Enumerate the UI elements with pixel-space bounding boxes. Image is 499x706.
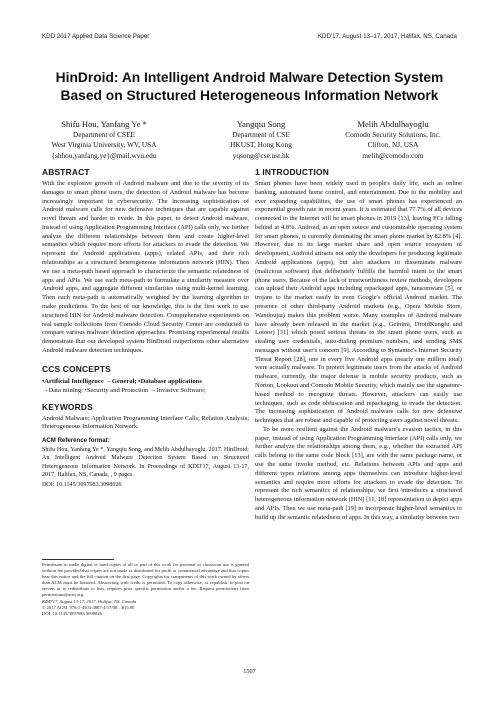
introduction-paragraph-1: Smart phones have been widely used in people's daily life, such as online banking, automated home control, and entertainment. Due to the mobility and ever expanding capabilities, the use of smart phones has experienced an exponential growth rate in recent years. It is estimated that 77.7% of all devices connected to the Internet will be smart phones in 2019 [13], leaving PCs falling behind at 4.8%. Android, as an open source and customizable operating system for smart phones, is currently dominating the smart phone market by 82.8% [4]. However, due to its large market share and open source ecosystem of development, Android attracts not only the developers for producing legitimate Android applications (apps), but also attackers to disseminate malware (malicious software) that deliberately fulfills the harmful intent to the smart phone users. Because of the lack of trustworthiness review methods, developers can upload their Android apps including repackaged apps, ransomware [5], or trojans to the market easily in even Google's official Android market. The presence of other third-party Android markets (e.g., Opera Mobile Store, Wandoujia) makes this problem worse. Many examples of Android malware have already been released in the market (e.g., Geinimi, DroidKungfu and Lotoor) [31] which posed serious threats to the smart phone users, such as stealing user credentials, auto-dialing premium numbers, and sending SMS messages without user's concern [9]. According to Symantec's Internet Security Threat Report [28], one in every five Android apps (nearly one million total) were actually malware. To protect legitimate users from the attacks of Android malware, currently, the major defense is mobile security products, such as Norton, Lookout and Comodo Mobile Security, which mainly use the signature-based method to recognize threats. However, attackers can easily use techniques, such as code obfuscation and repackaging, to evade the detection. The increasing sophistication of Android malware calls for new defensive techniques that are robust and capable of protecting users against novel threats. bbox=[255, 180, 462, 425]
author-affiliation: HKUST, Hong Kong bbox=[230, 140, 292, 150]
abstract-heading: ABSTRACT bbox=[42, 167, 90, 177]
acm-reference-doi: DOI: 10.1145/3097983.3098026 bbox=[42, 482, 122, 488]
permission-doi: DOI: 10.1145/3097983.3098026 bbox=[42, 610, 102, 616]
keywords-heading: KEYWORDS bbox=[42, 401, 93, 412]
ccs-line-2: →Data mining; •Security and Protection →Invasive Software; bbox=[42, 386, 206, 394]
permission-venue: KDD'17, August 13-17, 2017, Halifax, NS, Canada bbox=[42, 598, 137, 604]
author-affiliation: Department of CSE bbox=[232, 130, 290, 139]
permission-text: Permission to make digital or hard copies of all or part of this work for personal or classroom use is granted without fee provided that copies are not made or distributed for profit or commercial advantage and that copies bear this notice and the full citation on the first page. Copyrights for components of this work owned by others than ACM must be honored. Abstracting with credit is permitted. To copy otherwise, or republish, to post on servers or to redistribute to lists, requires prior specific permission and/or a fee. Request permissions from permissions@acm.org. bbox=[42, 562, 249, 598]
author-affiliation: Department of CSEE bbox=[72, 130, 135, 139]
author-email: {shhou,yanfang.ye}@mail.wvu.edu bbox=[51, 150, 157, 160]
introduction-heading: 1 INTRODUCTION bbox=[255, 167, 329, 177]
right-column bbox=[255, 167, 462, 522]
running-header-right: KDD'17, August 13–17, 2017, Halifax, NS, Canada bbox=[317, 33, 457, 40]
running-header-left: KDD 2017 Applied Data Science Paper bbox=[42, 33, 150, 40]
permission-notice bbox=[42, 562, 249, 617]
ccs-line-1: •Artificial Intelligence →General; •Database applications bbox=[42, 377, 202, 385]
permission-copyright: © 2017 ACM. 978-1-4503-4887-4/17/08…$15.00 bbox=[42, 604, 135, 610]
author-email: melih@comodo.com bbox=[362, 150, 424, 160]
author-block-3 bbox=[308, 118, 478, 161]
paper-title-line-2: Based on Structured Heterogeneous Information Network bbox=[60, 88, 439, 103]
author-name: Shifu Hou, Yanfang Ye * bbox=[61, 119, 147, 129]
keywords-text: Android Malware; Application Programming Interface Calls; Relation Analysis; Heterogeneous Information Network. bbox=[42, 414, 249, 431]
left-column bbox=[42, 167, 249, 489]
author-block-1 bbox=[19, 118, 189, 161]
introduction-paragraph-2: To be more resilient against the Android malware's evasion tactics, in this paper, instead of using Application Programming Interface (API) calls only, we further analyze the relationships among them, e.g., whether the extracted API calls belong to the same code block [13], are with the same package name, or use the same invoke method, etc. Relations between APIs and apps and different types relations among apps themselves can introduce higher-level semantics and require more efforts for attackers to evade the detection. To represent the rich semantics of relationships, we first introduces a structured heterogeneous information network (HIN) [11, 18] representation to depict apps and APIs. Then we use meta-path [19] to incorporate higher-level semantics to build up the semantic relatedness of apps. In this way, a similarity between two bbox=[255, 425, 462, 521]
paper-title-line-1: HinDroid: An Intelligent Android Malware Detection System bbox=[55, 70, 444, 85]
ccs-heading: CCS CONCEPTS bbox=[42, 363, 111, 374]
acm-reference-heading: ACM Reference format: bbox=[42, 437, 110, 445]
author-affiliation: Comodo Security Solutions, Inc. bbox=[345, 130, 441, 139]
author-name: Yangqiu Song bbox=[236, 119, 286, 129]
author-name: Melih Abdulhayoglu bbox=[357, 119, 429, 129]
author-affiliation: Clifton, NJ, USA bbox=[367, 140, 419, 150]
author-affiliation: West Virginia University, WV, USA bbox=[51, 140, 157, 150]
acm-reference-text: Shifu Hou, Yanfang Ye *, Yangqiu Song, and Melih Abdulhayoglu. 2017. HinDroid: An Intelligent Android Malware Detection System Based on Structured Heterogeneous Information Network. In Proceedings of KDD'17, August 13-17, 2017, Halifax, NS, Canada, , 9 pages. bbox=[42, 447, 249, 478]
author-email: yqsong@cse.ust.hk bbox=[232, 150, 290, 160]
footnote-rule bbox=[42, 559, 114, 560]
page-number: 1507 bbox=[243, 668, 256, 675]
ccs-concepts bbox=[42, 377, 249, 395]
abstract-text: With the explosive growth of Android malware and due to the severity of its damages to smart phone users, the detection of Android malware has become increasingly important in cybersecurity. The increasing sophistication of Android malware calls for new defensive techniques that are capable against novel threats and harder to evade. In this paper, to detect Android malware, instead of using Application Programming Interface (API) calls only, we further analyze the different relationships between them and create higher-level semantics which require more efforts for attackers to evade the detection. We represent the Android applications (apps), related APIs, and their rich relationships as a structured heterogeneous information network (HIN). Then we use a meta-path based approach to characterize the semantic relatedness of apps and APIs. We use each meta-path to formulate a similarity measure over Android apps, and aggregate different similarities using multi-kernel learning. Then each meta-path is automatically weighted by the learning algorithm to make predictions. To the best of our knowledge, this is the first work to use structured HIN for Android malware detection. Comprehensive experiments on real sample collections from Comodo Cloud Security Center are conducted to compare various malware detection approaches. Promising experimental results demonstrate that our developed system HinDroid outperforms other alternative Android malware detection techniques. bbox=[42, 180, 249, 354]
